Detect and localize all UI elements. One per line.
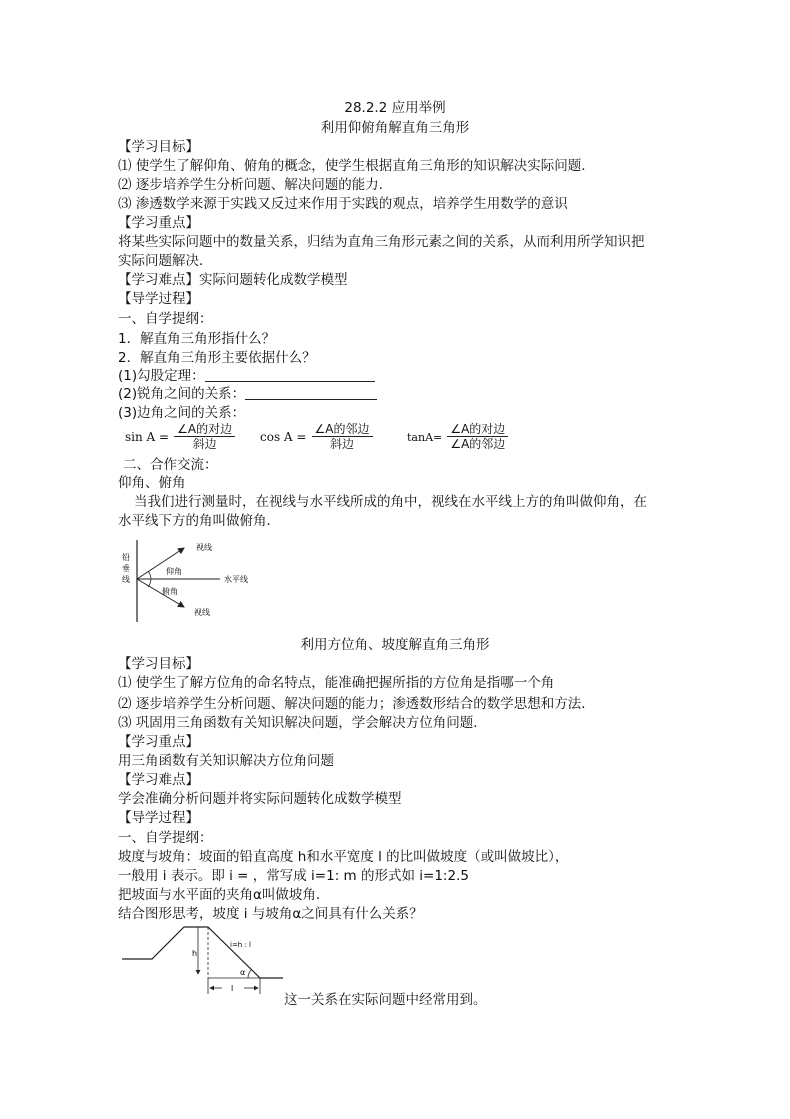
elevation-label: 仰角	[166, 567, 182, 576]
answer-blank[interactable]	[205, 368, 375, 382]
depression-arc	[148, 579, 151, 587]
height-label: h	[192, 949, 198, 958]
angles-text: 水平线下方的角叫做俯角．	[118, 513, 280, 529]
exchange-header: 二、合作交流：	[123, 457, 218, 473]
key-header: 【学习重点】	[118, 215, 199, 231]
goal-item: ⑵ 逐步培养学生分析问题、解决问题的能力；渗透数形结合的数学思想和方法．	[118, 696, 595, 712]
alpha-label: α	[240, 968, 246, 977]
difficulty-header: 【学习难点】	[118, 772, 199, 788]
goal-item: ⑶ 渗透数学来源于实践又反过来作用于实践的观点，培养学生用数学的意识	[118, 196, 568, 212]
key-text: 实际问题解决．	[118, 253, 213, 269]
slope-definition: 坡度与坡角：坡面的铅直高度 h和水平宽度 l 的比叫做坡度（或叫做坡比），	[118, 849, 569, 865]
vertical-label: 铅	[122, 553, 130, 562]
elevation-arc	[148, 571, 151, 579]
angles-title: 仰角、俯角	[118, 475, 186, 491]
acute-angle-label: (2)锐角之间的关系：	[118, 386, 246, 402]
page-title: 28.2.2 应用举例	[344, 100, 446, 116]
goal-item: ⑴ 使学生了解仰角、俯角的概念，使学生根据直角三角形的知识解决实际问题．	[118, 158, 595, 174]
key-text: 用三角函数有关知识解决方位角问题	[118, 753, 334, 769]
conclusion: 这一关系在实际问题中经常用到。	[284, 992, 487, 1008]
embankment-profile	[122, 927, 283, 978]
question-1: 1．解直角三角形指什么？	[118, 331, 276, 347]
acute-angle-line	[118, 385, 377, 404]
pythagorean-label: (1)勾股定理：	[118, 368, 205, 384]
outline-header: 一、自学提纲：	[118, 311, 213, 327]
slope-ratio-label: i=h : l	[230, 941, 251, 949]
difficulty-text: 学会准确分析问题并将实际问题转化成数学模型	[118, 791, 402, 807]
pythagorean-line	[118, 367, 375, 386]
horizontal-label: 水平线	[224, 575, 248, 584]
depression-label: 俯角	[162, 587, 178, 596]
outline-header: 一、自学提纲：	[118, 830, 213, 846]
tan-formula: tanA= $\frac{\text{∠A的对边}}{\text{∠A的邻边}}$	[407, 422, 508, 451]
sight-label-upper: 视线	[196, 543, 212, 552]
goal-header: 【学习目标】	[118, 656, 199, 672]
sight-label-lower: 视线	[194, 608, 210, 617]
slope-notation: 一般用 i 表示。即 i = ，常写成 i=1: m 的形式如 i=1:2.5	[118, 868, 469, 884]
section-title-slope: 利用方位角、坡度解直角三角形	[300, 637, 490, 653]
width-label: l	[231, 984, 234, 993]
goal-item: ⑴ 使学生了解方位角的命名特点，能准确把握所指的方位角是指哪一个角	[118, 675, 555, 691]
slope-angle-arc	[248, 970, 251, 978]
cos-formula: cos A = $\frac{\text{∠A的邻边}}{\text{斜边}}$	[260, 422, 373, 451]
elevation-depression-diagram	[118, 536, 268, 626]
slope-angle-definition: 把坡面与水平面的夹角α叫做坡角．	[118, 887, 330, 903]
vertical-label: 线	[122, 575, 130, 584]
vertical-label: 垂	[122, 564, 130, 573]
process-header: 【导学过程】	[118, 291, 199, 307]
slope-question: 结合图形思考，坡度 i 与坡角α之间具有什么关系？	[118, 906, 423, 922]
process-header: 【导学过程】	[118, 810, 199, 826]
side-angle-label: (3)边角之间的关系：	[118, 405, 246, 421]
sin-formula: sin A = $\frac{\text{∠A的对边}}{\text{斜边}}$	[125, 422, 235, 451]
key-header: 【学习重点】	[118, 734, 199, 750]
goal-header: 【学习目标】	[118, 139, 199, 155]
difficulty-line: 【学习难点】实际问题转化成数学模型	[118, 272, 348, 288]
question-2: 2．解直角三角形主要依据什么？	[118, 350, 316, 366]
slope-diagram	[118, 922, 288, 994]
section-title-elevation: 利用仰俯角解直角三角形	[320, 120, 470, 136]
key-text: 将某些实际问题中的数量关系，归结为直角三角形元素之间的关系，从而利用所学知识把	[118, 234, 645, 250]
answer-blank[interactable]	[245, 386, 377, 400]
angles-text: 当我们进行测量时，在视线与水平线所成的角中，视线在水平线上方的角叫做仰角，在	[134, 494, 647, 510]
goal-item: ⑵ 逐步培养学生分析问题、解决问题的能力．	[118, 177, 393, 193]
goal-item: ⑶ 巩固用三角函数有关知识解决问题，学会解决方位角问题．	[118, 715, 487, 731]
